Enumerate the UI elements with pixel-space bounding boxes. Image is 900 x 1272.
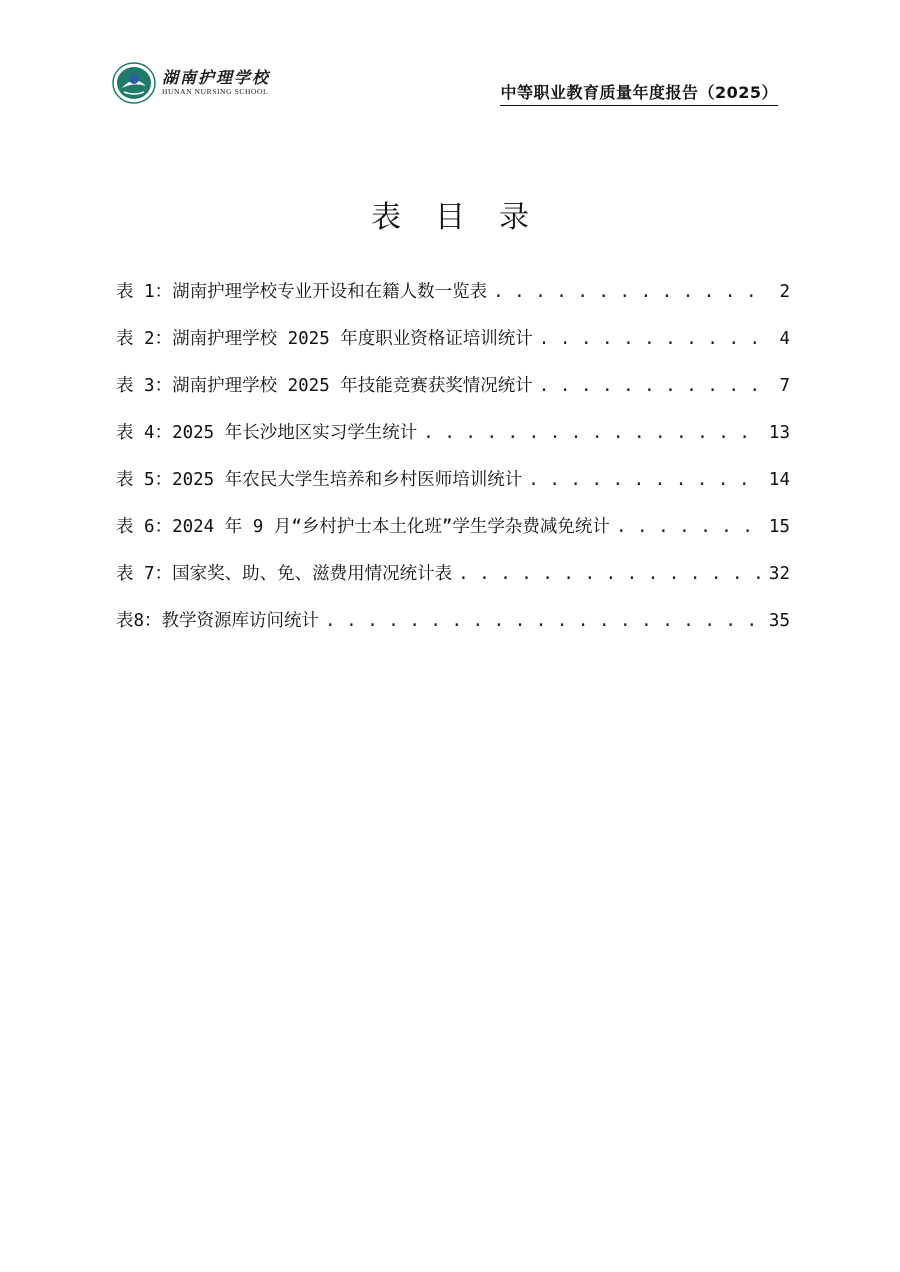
- toc-entry[interactable]: [116, 278, 790, 325]
- page-title: [0, 192, 900, 236]
- toc-entry[interactable]: [116, 607, 790, 654]
- page-title-char: 表: [371, 200, 401, 236]
- toc-leader-dots: [458, 564, 763, 584]
- toc-entry-page: 14: [768, 470, 790, 490]
- toc-leader-dots: [528, 470, 763, 490]
- school-name-en: HUNAN NURSING SCHOOL: [162, 87, 269, 96]
- toc-leader-dots: [423, 423, 763, 443]
- toc-entry[interactable]: [116, 560, 790, 607]
- toc-entry[interactable]: [116, 325, 790, 372]
- toc-leader-dots: [493, 282, 770, 302]
- school-name-cn: 湖南护理学校: [162, 68, 271, 87]
- page-header: [112, 62, 778, 106]
- toc-entry-page: 32: [768, 564, 790, 584]
- toc-entry-label: 表 1：湖南护理学校专业开设和在籍人数一览表: [116, 282, 488, 302]
- toc-entry-label: 表 7：国家奖、助、免、滋费用情况统计表: [116, 564, 453, 584]
- toc-leader-dots: [539, 376, 770, 396]
- toc-entry-page: 13: [768, 423, 790, 443]
- toc-entry[interactable]: [116, 513, 790, 560]
- report-title: 中等职业教育质量年度报告（2025）: [500, 80, 778, 106]
- school-logo: [112, 62, 312, 104]
- toc-leader-dots: [539, 329, 770, 349]
- toc-entry-label: 表 6：2024 年 9 月“乡村护士本土化班”学生学杂费减免统计: [116, 517, 610, 537]
- page-title-char: 录: [499, 200, 529, 236]
- table-of-contents: [116, 278, 790, 654]
- school-emblem-icon: [112, 62, 156, 104]
- toc-entry-label: 表 5：2025 年农民大学生培养和乡村医师培训统计: [116, 470, 523, 490]
- toc-leader-dots: [616, 517, 763, 537]
- page-title-char: 目: [435, 200, 465, 236]
- toc-entry-page: 2: [779, 282, 790, 302]
- toc-leader-dots: [325, 611, 763, 631]
- toc-entry[interactable]: [116, 419, 790, 466]
- toc-entry-page: 35: [768, 611, 790, 631]
- toc-entry-label: 表 4：2025 年长沙地区实习学生统计: [116, 423, 418, 443]
- toc-entry-label: 表 3：湖南护理学校 2025 年技能竞赛获奖情况统计: [116, 376, 533, 396]
- toc-entry-page: 7: [779, 376, 790, 396]
- toc-entry-page: 4: [779, 329, 790, 349]
- toc-entry[interactable]: [116, 466, 790, 513]
- toc-entry-label: 表8：教学资源库访问统计: [116, 611, 320, 631]
- toc-entry-label: 表 2：湖南护理学校 2025 年度职业资格证培训统计: [116, 329, 533, 349]
- toc-entry-page: 15: [768, 517, 790, 537]
- toc-entry[interactable]: [116, 372, 790, 419]
